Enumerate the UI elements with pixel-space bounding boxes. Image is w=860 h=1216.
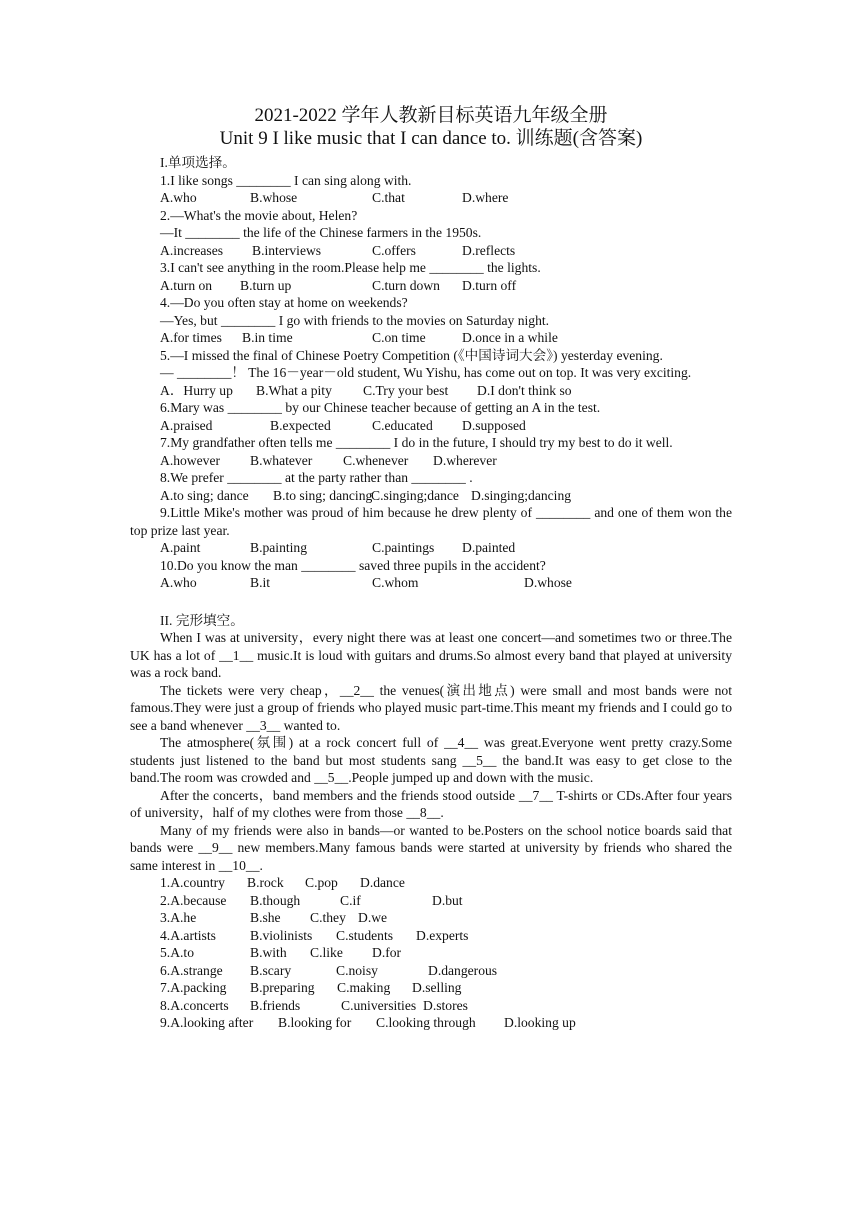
answer-option: A.to sing; dance [160, 487, 249, 503]
cloze-option: D.stores [423, 997, 468, 1013]
cloze-option: D.we [358, 910, 388, 925]
cloze-option: 4.A.artists [160, 927, 216, 943]
question-item [130, 557, 732, 592]
question-stem: 4.—Do you often stay at home on weekends? [160, 295, 408, 310]
passage-paragraph: Many of my friends were also in bands—or wanted to be.Posters on the school notice boards said that bands were __9__ new members.Many famous bands were started at university by friends who shared the same interest in __10__. [130, 822, 732, 873]
answer-option: A.for times [160, 330, 222, 345]
document-subtitle: Unit 9 I like music that I can dance to. 训练题(含答案) [219, 128, 643, 149]
question-list [130, 172, 732, 592]
question-stem: 6.Mary was ________ by our Chinese teacher because of getting an A in the test. [160, 400, 601, 415]
cloze-option: B.preparing [250, 980, 315, 995]
answer-option: C.paintings [372, 540, 435, 555]
question-stem: 7.My grandfather often tells me ________ I do in the future, I should try my best to do it well. [160, 435, 673, 450]
answer-option: A．Hurry up [160, 382, 233, 398]
cloze-option: D.looking up [504, 1015, 576, 1030]
cloze-option: B.rock [247, 875, 284, 890]
answer-options [130, 539, 732, 557]
answer-option: D.whose [524, 575, 572, 590]
passage-paragraph: The tickets were very cheap，__2__ the venues(演出地点) were small and most bands were not famous.They were just a group of friends who played music part-time.This meant my friends and I could go to see a band whenever __3__ wanted to. [130, 682, 732, 733]
cloze-option: D.selling [412, 980, 462, 995]
answer-options [130, 189, 732, 207]
question-stem: 8.We prefer ________ at the party rather than ________ . [160, 470, 473, 485]
cloze-option: C.students [336, 927, 394, 943]
cloze-options-list [130, 874, 732, 1032]
cloze-option: B.she [250, 910, 281, 925]
section-single-choice [130, 154, 732, 592]
document-title: 2021-2022 学年人教新目标英语九年级全册 [254, 105, 608, 126]
answer-option: A.who [160, 575, 197, 590]
cloze-option: C.if [340, 892, 361, 908]
answer-option: C.whenever [343, 452, 409, 468]
question-stem: — ________！ The 16－year－old student, Wu Yishu, has come out on top. It was very exciting. [160, 365, 692, 380]
cloze-option: B.though [250, 892, 301, 908]
cloze-option-row [130, 874, 732, 892]
cloze-option: D.experts [416, 927, 469, 943]
answer-option: D.turn off [462, 277, 517, 293]
answer-options [130, 382, 732, 400]
cloze-option-row [130, 962, 732, 980]
question-item [130, 172, 732, 207]
answer-options [130, 329, 732, 347]
cloze-option: B.looking for [278, 1015, 352, 1030]
question-item [130, 504, 732, 557]
cloze-option: 8.A.concerts [160, 997, 229, 1013]
answer-option: C.offers [372, 242, 416, 258]
answer-option: B.to sing; dancing [273, 487, 373, 503]
question-item [130, 434, 732, 469]
cloze-option: C.pop [305, 875, 338, 890]
question-stem: 3.I can't see anything in the room.Please help me ________ the lights. [160, 260, 541, 275]
question-stem: 9.Little Mike's mother was proud of him because he drew plenty of ________ and one of them won the top prize last year. [130, 505, 732, 538]
cloze-option: C.noisy [336, 962, 378, 978]
answer-option: A.increases [160, 242, 224, 258]
section-cloze [130, 612, 732, 1032]
cloze-option: D.for [372, 945, 402, 960]
answer-option: D.I don't think so [477, 382, 572, 398]
answer-option: D.supposed [462, 417, 526, 433]
cloze-option: 6.A.strange [160, 962, 223, 978]
answer-option: B.it [250, 575, 271, 590]
question-item [130, 347, 732, 400]
answer-options [130, 277, 732, 295]
passage-paragraph: After the concerts，band members and the friends stood outside __7__ T-shirts or CDs.After four years of university，half of my clothes were from those __8__. [130, 787, 732, 820]
cloze-option: C.universities [341, 997, 417, 1013]
question-item [130, 469, 732, 504]
cloze-option: B.scary [250, 962, 292, 978]
question-item [130, 399, 732, 434]
cloze-option: B.with [250, 945, 287, 960]
cloze-option-row [130, 892, 732, 910]
answer-option: D.singing;dancing [471, 487, 572, 503]
cloze-option: 7.A.packing [160, 980, 227, 995]
cloze-option: 1.A.country [160, 875, 225, 890]
cloze-option-row [130, 909, 732, 927]
passage-paragraph: When I was at university，every night there was at least one concert—and sometimes two or three.The UK has a lot of __1__ music.It is loud with guitars and drums.So almost every band that played at university was a rock band. [130, 630, 732, 680]
cloze-option-row [130, 997, 732, 1015]
cloze-option: D.dangerous [428, 962, 498, 978]
cloze-option: C.looking through [376, 1015, 476, 1030]
section-heading: I.单项选择。 [160, 155, 236, 170]
question-stem: 2.—What's the movie about, Helen? [160, 207, 358, 223]
cloze-option-row [130, 1014, 732, 1032]
answer-options [130, 452, 732, 470]
answer-options [130, 574, 732, 592]
answer-option: B.interviews [252, 242, 322, 258]
section-heading: II. 完形填空。 [160, 612, 244, 628]
answer-option: C.Try your best [363, 382, 449, 398]
answer-option: D.where [462, 190, 509, 205]
answer-option: C.on time [372, 330, 426, 345]
cloze-option: B.violinists [250, 927, 313, 943]
question-stem: 1.I like songs ________ I can sing along with. [160, 172, 412, 188]
answer-option: B.turn up [240, 277, 292, 293]
question-stem: 5.—I missed the final of Chinese Poetry Competition (《中国诗词大会》) yesterday evening. [160, 347, 663, 363]
cloze-option: C.like [310, 945, 343, 960]
answer-option: A.paint [160, 540, 201, 555]
question-item [130, 259, 732, 294]
answer-option: B.whose [250, 190, 298, 205]
question-stem: 10.Do you know the man ________ saved three pupils in the accident? [160, 557, 546, 573]
answer-option: A.turn on [160, 277, 213, 293]
answer-option: B.painting [250, 540, 308, 555]
section-spacer [130, 592, 732, 612]
cloze-option-row [130, 944, 732, 962]
answer-option: C.singing;dance [371, 487, 459, 503]
cloze-option: C.they [310, 910, 346, 925]
answer-option: C.turn down [372, 277, 440, 293]
answer-option: A.praised [160, 417, 213, 433]
question-stem: —It ________ the life of the Chinese farmers in the 1950s. [160, 225, 482, 240]
cloze-option: 2.A.because [160, 892, 227, 908]
answer-option: B.whatever [250, 452, 313, 468]
answer-option: A.however [160, 452, 221, 468]
answer-option: B.expected [270, 417, 331, 433]
answer-options [130, 417, 732, 435]
answer-options [130, 242, 732, 260]
cloze-option: D.dance [360, 875, 405, 890]
cloze-option-row [130, 979, 732, 997]
cloze-option: B.friends [250, 997, 301, 1013]
answer-option: B.What a pity [256, 382, 332, 398]
document-page [130, 104, 732, 1032]
cloze-option: 3.A.he [160, 910, 197, 925]
answer-option: D.reflects [462, 242, 516, 258]
answer-option: A.who [160, 190, 197, 205]
answer-option: C.educated [372, 417, 433, 433]
question-item [130, 207, 732, 260]
cloze-option: C.making [337, 980, 391, 995]
answer-option: B.in time [242, 330, 293, 345]
question-stem: —Yes, but ________ I go with friends to the movies on Saturday night. [160, 312, 550, 328]
passage-paragraph: The atmosphere(氛围) at a rock concert full of __4__ was great.Everyone went pretty crazy.Some students just listened to the band but most students sang __5__ the band.It was easy to get close to the band.The room was crowded and __5__.People jumped up and down with the music. [130, 735, 732, 785]
answer-option: D.once in a while [462, 330, 558, 345]
cloze-option-row [130, 927, 732, 945]
cloze-option: D.but [432, 892, 463, 908]
cloze-option: 5.A.to [160, 945, 194, 960]
cloze-option: 9.A.looking after [160, 1015, 254, 1030]
answer-option: D.painted [462, 540, 516, 555]
answer-option: C.that [372, 190, 405, 205]
answer-options [130, 487, 732, 505]
answer-option: D.wherever [433, 452, 497, 468]
cloze-passage [130, 629, 732, 874]
answer-option: C.whom [372, 575, 419, 590]
question-item [130, 294, 732, 347]
